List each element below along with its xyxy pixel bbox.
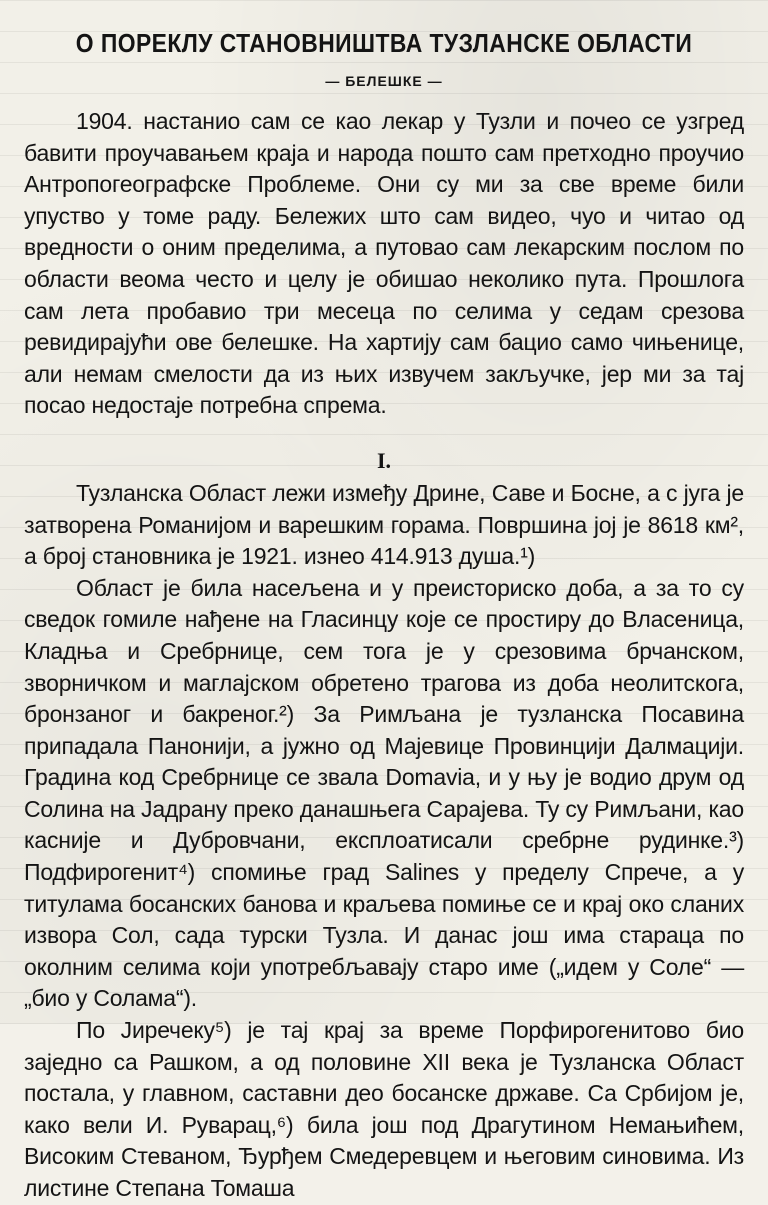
document-subtitle: — БЕЛЕШКЕ — xyxy=(325,73,443,89)
section-paragraph-1: Тузланска Област лежи између Дрине, Саве и Босне, а с југа је затворена Романијом и варешким горама. Површина јој је 8618 км², а број становника је 1921. изнео 414.913 душа.¹) xyxy=(24,479,744,570)
document-title: О ПОРЕКЛУ СТАНОВНИШТВА ТУЗЛАНСКЕ ОБЛАСТИ xyxy=(75,28,693,58)
section-paragraph-2: Област је била насељена и у преисториско доба, а за то су сведок гомиле нађене на Гласинцу које се простиру до Власеница, Кладња и Сребрнице, сем тога је у срезовима брчанском, зворничком и маглајском обретено трагова из доба неолитскога, бронзаног и бакреног.²) За Римљана је тузланска Посавина припадала Панонији, а јужно од Мајевице Провинцији Далмацији. Градина код Сребрнице се звала Domavia, и у њу је водио друм од Солина на Јадрану преко данашњега Сарајева. Ту су Римљани, као касније и Дубровчани, експлоатисали сребрне рудинке.³) Подфирогенит⁴) спомиње град Salines у пределу Спрече, а у титулама босанских банова и краљева помиње се и крај око сланих извора Сол, сада турски Тузла. И данас још има стараца по околним селима који употребљавају старо име („идем у Соле“ — „био у Солама“). xyxy=(24,574,744,1012)
section-paragraph-3: По Јиречеку⁵) је тај крај за време Порфирогенитово био заједно са Рашком, а од половине XII века је Тузланска Област постала, у главном, саставни део босанске државе. Са Србијом је, како вели И. Руварац,⁶) била још под Драгутином Немањићем, Високим Стеваном, Ђурђем Смедеревцем и његовим синовима. Из листине Степана Томаша xyxy=(24,1017,744,1201)
section-number: I. xyxy=(376,447,392,473)
intro-paragraph: 1904. настанио сам се као лекар у Тузли и почео се узгред бавити проучавањем краја и народа пошто сам претходно проучио Антропогеографске Проблеме. Они су ми за све време били упуство у томе раду. Бележих што сам видео, чуо и читао од вредности о оним пределима, а путовао сам лекарским послом по области веома често и целу је обишао неколико пута. Прошлога сам лета пробавио три месеца по селима у седам срезова ревидирајући ове белешке. На хартију сам бацио само чињенице, али немам смелости да из њих извучем закључке, јер ми за тај посао недостаје потребна спрема. xyxy=(24,108,744,419)
